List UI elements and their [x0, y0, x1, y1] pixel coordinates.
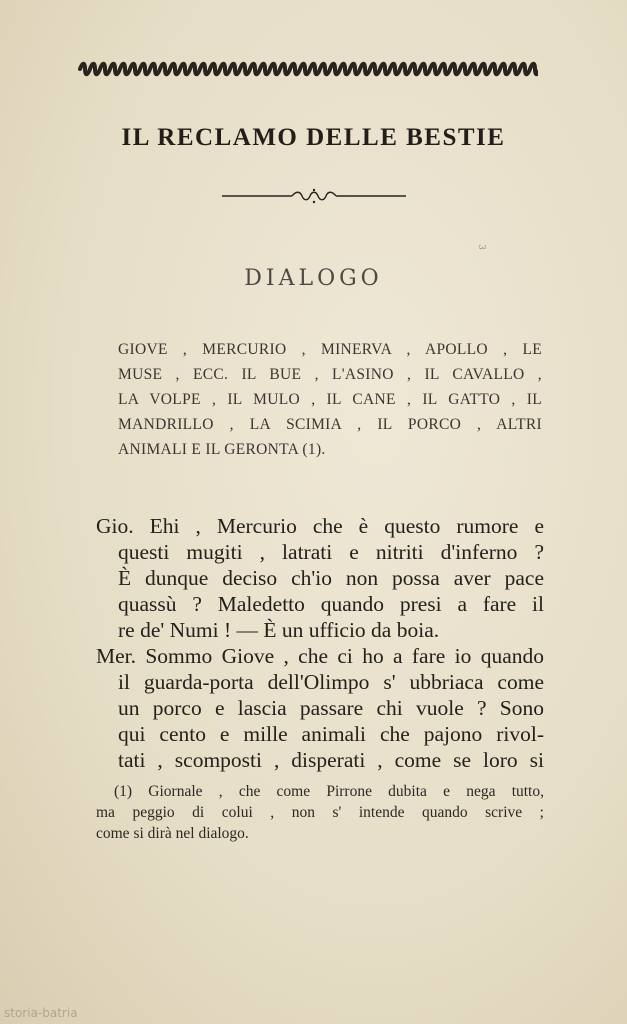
text-line: un porco e lascia passare chi vuole ? Sono	[118, 696, 544, 720]
text-line: qui cento e mille animali che pajono rivol-	[118, 722, 544, 746]
section-heading: DIALOGO	[244, 266, 383, 291]
footnote-line: ma peggio di colui , non s' intende quando scrive ;	[96, 804, 544, 821]
footnote-line: come si dirà nel dialogo.	[96, 825, 249, 842]
cast-line: MUSE , ECC. IL BUE , L'ASINO , IL CAVALLO ,	[118, 366, 542, 383]
watermark-text: storia-batria	[4, 1006, 78, 1020]
text-line: quassù ? Maledetto quando presi a fare il	[118, 592, 544, 616]
text-line: il guarda-porta dell'Olimpo s' ubbriaca come	[118, 670, 544, 694]
cast-line: LA VOLPE , IL MULO , IL CANE , IL GATTO , IL	[118, 391, 542, 408]
page-marker: 3	[475, 244, 486, 250]
title-divider-ornament	[222, 188, 406, 204]
footnote	[96, 781, 544, 844]
cast-line: MANDRILLO , LA SCIMIA , IL PORCO , ALTRI	[118, 416, 542, 433]
page-title: IL RECLAMO DELLE BESTIE	[121, 124, 506, 151]
dialogue-text	[96, 513, 544, 773]
text-line: tati , scomposti , disperati , come se loro si	[118, 748, 544, 772]
text-line: Mer. Sommo Giove , che ci ho a fare io quando	[96, 644, 544, 668]
top-ornament-border	[78, 60, 538, 78]
cast-line: GIOVE , MERCURIO , MINERVA , APOLLO , LE	[118, 341, 542, 358]
cast-line: ANIMALI E IL GERONTA (1).	[118, 441, 326, 458]
text-line: questi mugiti , latrati e nitriti d'inferno ?	[118, 540, 544, 564]
text-line: Gio. Ehi , Mercurio che è questo rumore e	[96, 514, 544, 538]
text-line: re de' Numi ! — È un ufficio da boia.	[118, 618, 440, 642]
text-line: È dunque deciso ch'io non possa aver pace	[118, 566, 544, 590]
cast-list	[118, 337, 542, 462]
footnote-line: (1) Giornale , che come Pirrone dubita e nega tutto,	[114, 783, 544, 800]
